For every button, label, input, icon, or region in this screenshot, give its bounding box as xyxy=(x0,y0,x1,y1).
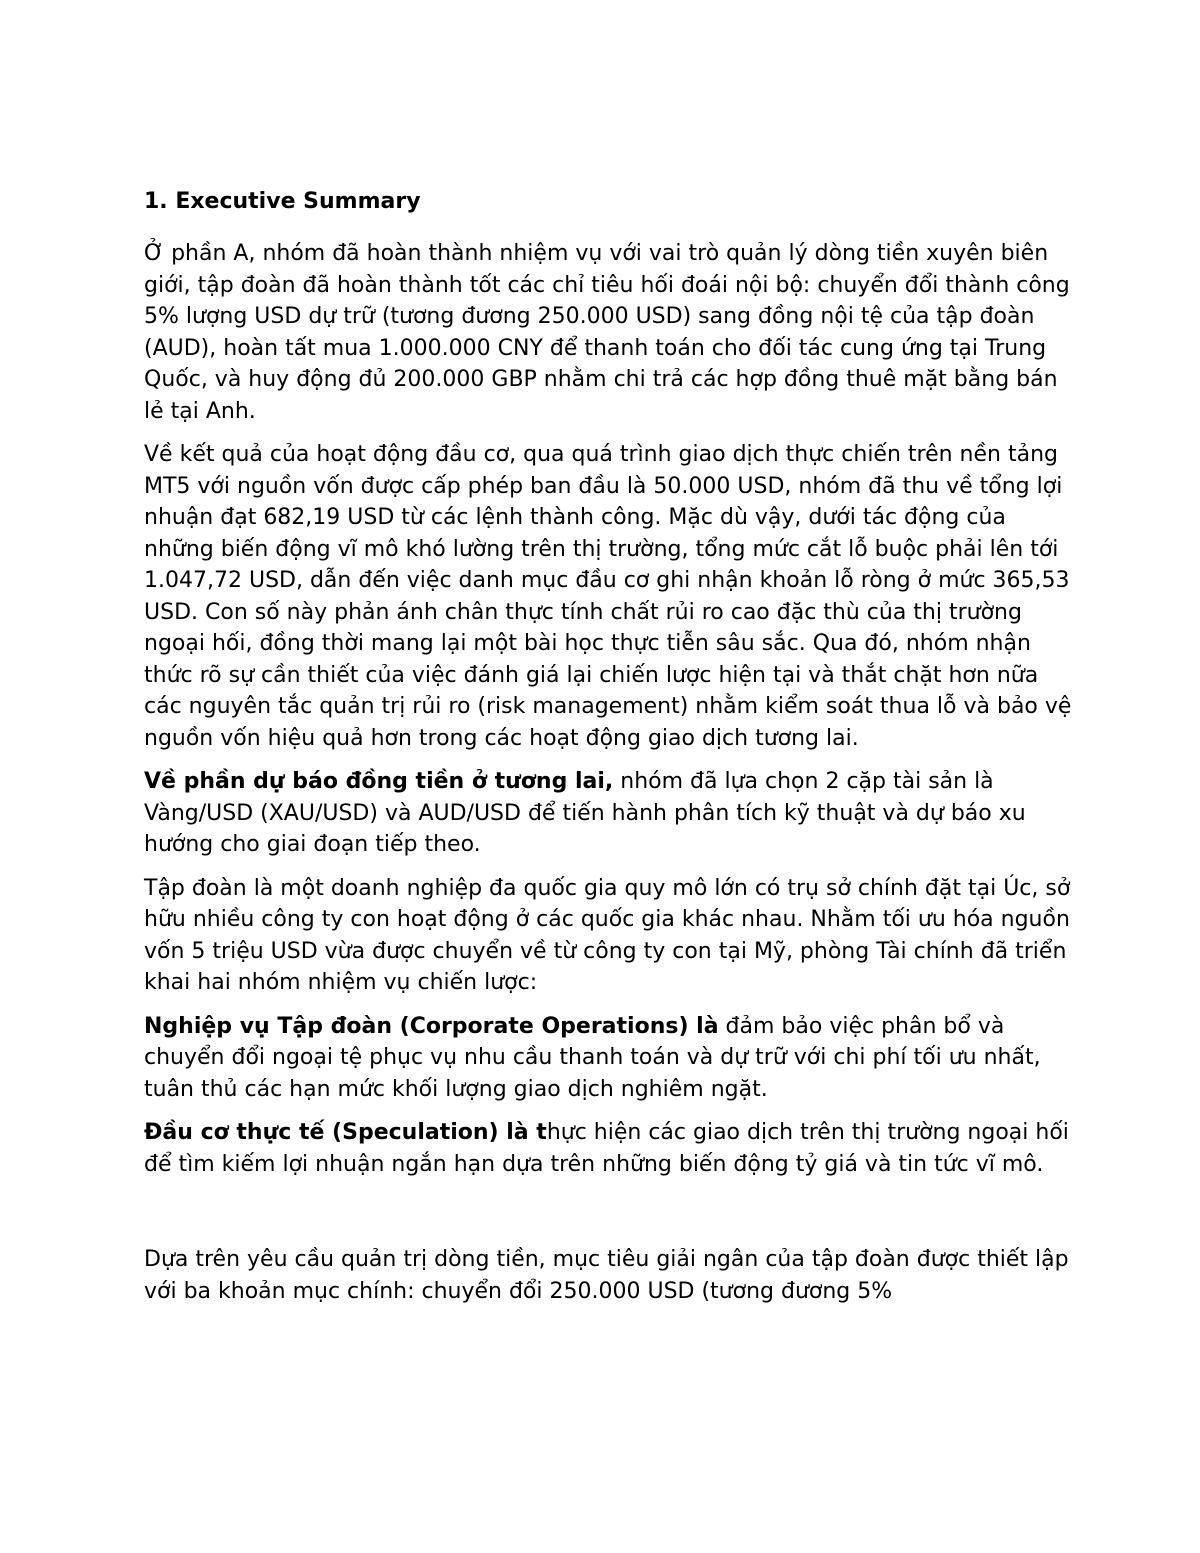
speculation-body: hực hiện các giao dịch trên thị trường ngoại hối để tìm kiếm lợi nhuận ngắn hạn dựa trên những biến động tỷ giá và tin tức vĩ mô. xyxy=(144,1120,1069,1177)
corporate-operations-body: đảm bảo việc phân bổ và chuyển đổi ngoại tệ phục vụ nhu cầu thanh toán và dự trữ với chi phí tối ưu nhất, tuân thủ các hạn mức khối lượng giao dịch nghiêm ngặt. xyxy=(144,1013,1041,1102)
paragraph-corporate-results: Ở phần A, nhóm đã hoàn thành nhiệm vụ với vai trò quản lý dòng tiền xuyên biên giới, tập đoàn đã hoàn thành tốt các chỉ tiêu hối đoái nội bộ: chuyển đổi thành công 5% lượng USD dự trữ (tương đương 250.000 USD) sang đồng nội tệ của tập đoàn (AUD), hoàn tất mua 1.000.000 CNY để thanh toán cho đối tác cung ứng tại Trung Quốc, và huy động đủ 200.000 GBP nhằm chi trả các hợp đồng thuê mặt bằng bán lẻ tại Anh. xyxy=(144,241,1070,424)
document-page xyxy=(144,186,1074,1319)
paragraph-forecast xyxy=(144,766,1074,861)
corporate-operations-lead: Nghiệp vụ Tập đoàn (Corporate Operations) là xyxy=(144,1013,719,1039)
section-heading: 1. Executive Summary xyxy=(144,189,421,214)
paragraph-corporate-operations xyxy=(144,1011,1074,1106)
paragraph-company-background: Tập đoàn là một doanh nghiệp đa quốc gia quy mô lớn có trụ sở chính đặt tại Úc, sở hữu nhiều công ty con hoạt động ở các quốc gia khác nhau. Nhằm tối ưu hóa nguồn vốn 5 triệu USD vừa được chuyển về từ công ty con tại Mỹ, phòng Tài chính đã triển khai hai nhóm nhiệm vụ chiến lược: xyxy=(144,875,1071,995)
paragraph-disbursement-targets: Dựa trên yêu cầu quản trị dòng tiền, mục tiêu giải ngân của tập đoàn được thiết lập với ba khoản mục chính: chuyển đổi 250.000 USD (tương đương 5% xyxy=(144,1247,1069,1304)
paragraph-forecast-lead: Về phần dự báo đồng tiền ở tương lai, xyxy=(144,769,614,794)
speculation-lead: Đầu cơ thực tế (Speculation) là t xyxy=(144,1120,547,1145)
paragraph-forecast-body: nhóm đã lựa chọn 2 cặp tài sản là Vàng/USD (XAU/USD) và AUD/USD để tiến hành phân tích kỹ thuật và dự báo xu hướng cho giai đoạn tiếp theo. xyxy=(144,769,1026,857)
paragraph-speculation xyxy=(144,1117,1074,1180)
paragraph-speculation-results: Về kết quả của hoạt động đầu cơ, qua quá trình giao dịch thực chiến trên nền tảng MT5 với nguồn vốn được cấp phép ban đầu là 50.000 USD, nhóm đã thu về tổng lợi nhuận đạt 682,19 USD từ các lệnh thành công. Mặc dù vậy, dưới tác động của những biến động vĩ mô khó lường trên thị trường, tổng mức cắt lỗ buộc phải lên tới 1.047,72 USD, dẫn đến việc danh mục đầu cơ ghi nhận khoản lỗ ròng ở mức 365,53 USD. Con số này phản ánh chân thực tính chất rủi ro cao đặc thù của thị trường ngoại hối, đồng thời mang lại một bài học thực tiễn sâu sắc. Qua đó, nhóm nhận thức rõ sự cần thiết của việc đánh giá lại chiến lược hiện tại và thắt chặt hơn nữa các nguyên tắc quản trị rủi ro (risk management) nhằm kiểm soát thua lỗ và bảo vệ nguồn vốn hiệu quả hơn trong các hoạt động giao dịch tương lai. xyxy=(144,442,1072,751)
blank-line xyxy=(144,1192,1074,1244)
